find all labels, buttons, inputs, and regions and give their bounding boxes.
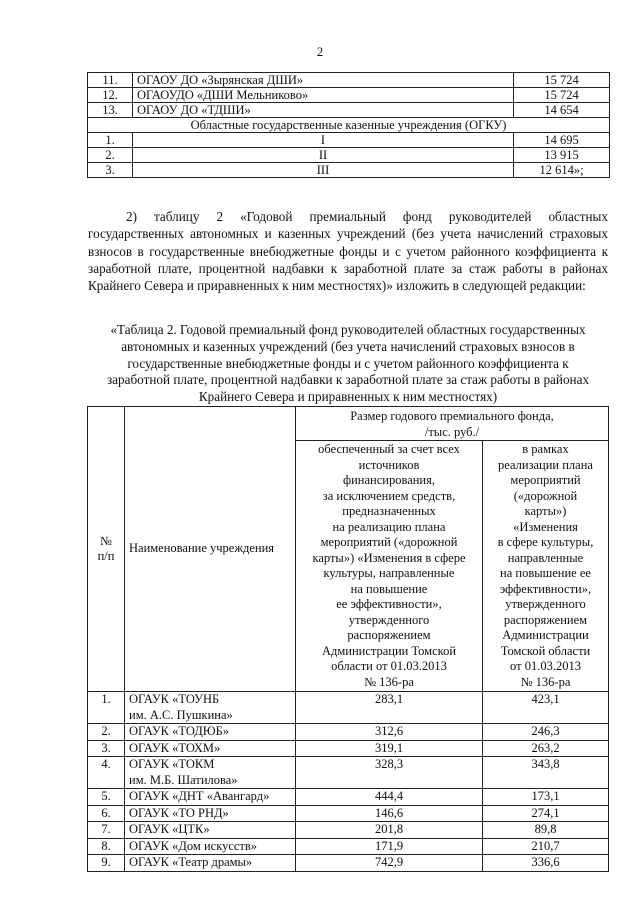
header-a-line: предназначенных	[342, 504, 436, 518]
header-b-line: в сфере культуры,	[497, 535, 594, 549]
fund-value: 13 915	[514, 148, 610, 163]
fund-value-roadmap: 263,2	[483, 740, 609, 757]
institution-name-line: ОГАУК «Дом искусств»	[129, 838, 258, 853]
row-number: 12.	[88, 88, 133, 103]
fund-value-roadmap: 336,6	[483, 855, 609, 872]
header-b-line: № 136-ра	[520, 674, 571, 689]
header-b-line: реализации плана	[498, 457, 593, 472]
header-a-line: утвержденного	[348, 612, 430, 627]
fund-value-roadmap: 89,8	[483, 822, 609, 839]
header-b-line: («дорожной	[513, 488, 578, 503]
row-number: 5.	[88, 789, 125, 806]
fund-value-all-sources: 312,6	[296, 724, 483, 741]
header-b-line: в рамках	[522, 442, 569, 456]
header-b-line: направленные	[507, 550, 584, 565]
institution-name-line: ОГАУК «ЦТК»	[129, 822, 210, 836]
fund-value-roadmap: 173,1	[483, 789, 609, 806]
fund-value: 14 654	[514, 103, 610, 118]
row-number: 9.	[88, 855, 125, 872]
header-num	[88, 407, 125, 692]
row-number: 13.	[88, 103, 133, 118]
institution-name	[125, 692, 296, 724]
institution-name-line: ОГАУК «ТО РНД»	[129, 805, 229, 820]
header-b-line: мероприятий	[510, 473, 581, 487]
page-number: 2	[316, 44, 324, 59]
institution-name	[125, 838, 296, 855]
header-b-line: распоряжением	[503, 612, 588, 627]
table-header-row	[88, 407, 609, 441]
header-b-line: от 01.03.2013	[510, 659, 581, 673]
header-fund-line: /тыс. руб./	[424, 424, 480, 439]
table-row	[88, 73, 610, 88]
row-number: 11.	[88, 73, 133, 88]
institution-name	[125, 789, 296, 806]
institution-name	[125, 724, 296, 741]
fund-value-all-sources: 283,1	[296, 692, 483, 724]
fund-value-all-sources: 444,4	[296, 789, 483, 806]
header-a-line: № 136-ра	[364, 674, 414, 689]
header-a-line: мероприятий («дорожной	[320, 535, 458, 549]
fund-value: 14 695	[514, 133, 610, 148]
institution-name-line: ОГАУК «ТОХМ»	[129, 740, 221, 755]
table-row	[88, 805, 609, 822]
header-a-line: обеспеченный за счет всех	[318, 442, 460, 456]
table-row	[88, 692, 609, 724]
fund-value-all-sources: 742,9	[296, 855, 483, 872]
institution-name-line: им. А.С. Пушкина»	[129, 707, 233, 722]
table-row	[88, 822, 609, 839]
header-b-line: Администрации	[502, 628, 589, 642]
institution-name	[125, 855, 296, 872]
header-fund	[296, 407, 609, 441]
header-name: Наименование учреждения	[125, 407, 296, 692]
institution-name-line: ОГАУК «ДНТ «Авангард»	[129, 789, 270, 803]
row-number: 1.	[88, 692, 125, 724]
institution-name	[125, 740, 296, 757]
table-caption: «Таблица 2. Годовой премиальный фонд руководителей областных государственных автономных и казенных учреждений (без учета начислений страховых взносов в государственные внебюджетные фонды и с учетом районного коэффициента к заработной плате, процентной надбавки к заработной плате за стаж работы в районах Крайнего Севера и приравненных к ним местностях)	[106, 322, 590, 405]
header-num-line: №	[100, 533, 112, 548]
header-b-line: на повышение ее	[500, 566, 591, 580]
fund-value-roadmap: 246,3	[483, 724, 609, 741]
row-number: 8.	[88, 838, 125, 855]
row-number: 3.	[88, 163, 133, 178]
header-a-line: на реализацию плана	[332, 519, 446, 534]
header-a-line: финансирования,	[343, 473, 435, 487]
row-number: 2.	[88, 148, 133, 163]
header-a-line: на повышение	[350, 581, 428, 596]
header-fund-line: Размер годового премиального фонда,	[350, 409, 554, 423]
fund-value-all-sources: 201,8	[296, 822, 483, 839]
fund-value-roadmap: 210,7	[483, 838, 609, 855]
section-title: Областные государственные казенные учреждения (ОГКУ)	[88, 118, 610, 133]
category-name: III	[133, 163, 514, 178]
institution-name-line: ОГАУК «ТОДЮБ»	[129, 724, 230, 738]
table-previous-fragment	[87, 72, 610, 178]
institution-name-line: ОГАУК «ТОКМ	[129, 757, 215, 771]
institution-name	[125, 822, 296, 839]
institution-name-line: им. М.Б. Шатилова»	[129, 772, 238, 787]
fund-value-all-sources: 171,9	[296, 838, 483, 855]
header-a-line: ее эффективности»,	[336, 597, 442, 611]
header-b-line: «Изменения	[513, 519, 578, 534]
header-num-line: п/п	[97, 549, 115, 563]
table-row	[88, 163, 610, 178]
institution-name-line: ОГАУК «ТОУНБ	[129, 692, 220, 706]
category-name: II	[133, 148, 514, 163]
header-column-all-sources	[296, 441, 483, 692]
table-row	[88, 740, 609, 757]
table-row	[88, 133, 610, 148]
row-number: 6.	[88, 805, 125, 822]
header-b-line: утвержденного	[505, 597, 586, 611]
table-row	[88, 103, 610, 118]
header-a-line: Администрации Томской	[321, 643, 457, 658]
row-number: 7.	[88, 822, 125, 839]
fund-value: 15 724	[514, 73, 610, 88]
table-row	[88, 838, 609, 855]
header-b-line: карты»)	[524, 504, 567, 518]
section-header-row	[88, 118, 610, 133]
table-row	[88, 148, 610, 163]
institution-name	[125, 805, 296, 822]
fund-value-all-sources: 146,6	[296, 805, 483, 822]
fund-value-all-sources: 319,1	[296, 740, 483, 757]
header-b-line: Томской области	[500, 643, 591, 658]
table-row	[88, 789, 609, 806]
fund-value-roadmap: 343,8	[483, 757, 609, 789]
header-a-line: источников	[358, 457, 420, 472]
fund-value-roadmap: 274,1	[483, 805, 609, 822]
amendment-paragraph: 2) таблицу 2 «Годовой премиальный фонд руководителей областных государственных автономных и казенных учреждений (без учета начислений страховых взносов в государственные внебюджетные фонды и с учетом районного коэффициента к заработной плате, процентной надбавки к заработной плате за стаж работы в районах Крайнего Севера и приравненных к ним местностях)» изложить в следующей редакции:	[88, 209, 608, 294]
table-row	[88, 757, 609, 789]
header-a-line: за исключением средств,	[322, 488, 456, 503]
institution-name-line: ОГАУК «Театр драмы»	[129, 855, 253, 869]
header-a-line: карты») «Изменения в сфере	[312, 550, 466, 565]
institution-name: ОГАОУ ДО «ТДШИ»	[133, 103, 514, 118]
institution-name	[125, 757, 296, 789]
row-number: 3.	[88, 740, 125, 757]
fund-value-roadmap: 423,1	[483, 692, 609, 724]
header-a-line: распоряжением	[347, 628, 431, 642]
fund-value: 12 614»;	[514, 163, 610, 178]
table-row	[88, 855, 609, 872]
table-row	[88, 88, 610, 103]
institution-name: ОГАОУ ДО «Зырянская ДШИ»	[133, 73, 514, 88]
fund-value-all-sources: 328,3	[296, 757, 483, 789]
table-row	[88, 724, 609, 741]
institution-name: ОГАОУДО «ДШИ Мельниково»	[133, 88, 514, 103]
row-number: 4.	[88, 757, 125, 789]
row-number: 1.	[88, 133, 133, 148]
header-a-line: области от 01.03.2013	[331, 659, 447, 673]
header-a-line: культуры, направленные	[323, 566, 455, 580]
fund-value: 15 724	[514, 88, 610, 103]
row-number: 2.	[88, 724, 125, 741]
header-b-line: эффективности»,	[499, 581, 592, 596]
premium-fund-table	[87, 406, 609, 872]
header-column-roadmap	[483, 441, 609, 692]
category-name: I	[133, 133, 514, 148]
